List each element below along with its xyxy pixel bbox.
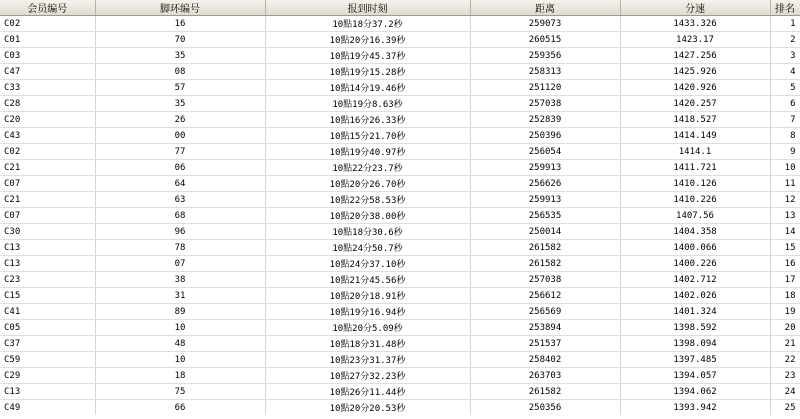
distance-cell: 256626 bbox=[470, 176, 620, 192]
arrival-time-cell: 10點18分37.2秒 bbox=[265, 16, 470, 32]
member-id-cell: C03 bbox=[0, 48, 95, 64]
distance-cell: 261582 bbox=[470, 256, 620, 272]
member-id-cell: C43 bbox=[0, 128, 95, 144]
member-id-cell: C02 bbox=[0, 144, 95, 160]
ring-number-cell: 77 bbox=[95, 144, 265, 160]
arrival-time-cell: 10點22分58.53秒 bbox=[265, 192, 470, 208]
table-row[interactable] bbox=[0, 336, 800, 352]
speed-cell: 1400.226 bbox=[620, 256, 770, 272]
arrival-time-cell: 10點15分21.70秒 bbox=[265, 128, 470, 144]
table-row[interactable] bbox=[0, 240, 800, 256]
member-id-cell: C33 bbox=[0, 80, 95, 96]
distance-cell: 261582 bbox=[470, 384, 620, 400]
speed-cell: 1404.358 bbox=[620, 224, 770, 240]
table-row[interactable] bbox=[0, 48, 800, 64]
ring-number-cell: 89 bbox=[95, 304, 265, 320]
member-id-cell: C02 bbox=[0, 16, 95, 32]
distance-cell: 259073 bbox=[470, 16, 620, 32]
speed-cell: 1397.485 bbox=[620, 352, 770, 368]
member-id-cell: C15 bbox=[0, 288, 95, 304]
speed-cell: 1423.17 bbox=[620, 32, 770, 48]
rank-cell: 24 bbox=[770, 384, 800, 400]
arrival-time-cell: 10點20分16.39秒 bbox=[265, 32, 470, 48]
ring-number-cell: 26 bbox=[95, 112, 265, 128]
table-row[interactable] bbox=[0, 272, 800, 288]
speed-cell: 1402.712 bbox=[620, 272, 770, 288]
table-row[interactable] bbox=[0, 304, 800, 320]
distance-cell: 256054 bbox=[470, 144, 620, 160]
ring-number-cell: 63 bbox=[95, 192, 265, 208]
table-row[interactable] bbox=[0, 112, 800, 128]
member-id-cell: C49 bbox=[0, 400, 95, 416]
member-id-cell: C13 bbox=[0, 240, 95, 256]
column-header-rank[interactable]: 排名 bbox=[770, 0, 800, 16]
ring-number-cell: 68 bbox=[95, 208, 265, 224]
speed-cell: 1411.721 bbox=[620, 160, 770, 176]
table-row[interactable] bbox=[0, 160, 800, 176]
distance-cell: 251120 bbox=[470, 80, 620, 96]
distance-cell: 256569 bbox=[470, 304, 620, 320]
member-id-cell: C13 bbox=[0, 384, 95, 400]
ring-number-cell: 08 bbox=[95, 64, 265, 80]
arrival-time-cell: 10點19分40.97秒 bbox=[265, 144, 470, 160]
rank-cell: 23 bbox=[770, 368, 800, 384]
arrival-time-cell: 10點18分31.48秒 bbox=[265, 336, 470, 352]
rank-cell: 3 bbox=[770, 48, 800, 64]
ring-number-cell: 38 bbox=[95, 272, 265, 288]
table-row[interactable] bbox=[0, 96, 800, 112]
table-row[interactable] bbox=[0, 80, 800, 96]
speed-cell: 1400.066 bbox=[620, 240, 770, 256]
distance-cell: 256535 bbox=[470, 208, 620, 224]
distance-cell: 257038 bbox=[470, 96, 620, 112]
rank-cell: 16 bbox=[770, 256, 800, 272]
member-id-cell: C28 bbox=[0, 96, 95, 112]
member-id-cell: C07 bbox=[0, 176, 95, 192]
ring-number-cell: 16 bbox=[95, 16, 265, 32]
speed-cell: 1401.324 bbox=[620, 304, 770, 320]
column-header-distance[interactable]: 距离 bbox=[470, 0, 620, 16]
ring-number-cell: 35 bbox=[95, 96, 265, 112]
table-row[interactable] bbox=[0, 128, 800, 144]
table-row[interactable] bbox=[0, 256, 800, 272]
arrival-time-cell: 10點22分23.7秒 bbox=[265, 160, 470, 176]
speed-cell: 1410.126 bbox=[620, 176, 770, 192]
ring-number-cell: 00 bbox=[95, 128, 265, 144]
rank-cell: 5 bbox=[770, 80, 800, 96]
ring-number-cell: 48 bbox=[95, 336, 265, 352]
speed-cell: 1425.926 bbox=[620, 64, 770, 80]
table-row[interactable] bbox=[0, 192, 800, 208]
table-row[interactable] bbox=[0, 176, 800, 192]
member-id-cell: C47 bbox=[0, 64, 95, 80]
rank-cell: 4 bbox=[770, 64, 800, 80]
member-id-cell: C59 bbox=[0, 352, 95, 368]
member-id-cell: C41 bbox=[0, 304, 95, 320]
distance-cell: 250396 bbox=[470, 128, 620, 144]
arrival-time-cell: 10點16分26.33秒 bbox=[265, 112, 470, 128]
arrival-time-cell: 10點20分18.91秒 bbox=[265, 288, 470, 304]
speed-cell: 1410.226 bbox=[620, 192, 770, 208]
rank-cell: 2 bbox=[770, 32, 800, 48]
rank-cell: 15 bbox=[770, 240, 800, 256]
rank-cell: 6 bbox=[770, 96, 800, 112]
member-id-cell: C21 bbox=[0, 192, 95, 208]
table-row[interactable] bbox=[0, 320, 800, 336]
table-row[interactable] bbox=[0, 384, 800, 400]
rank-cell: 20 bbox=[770, 320, 800, 336]
member-id-cell: C21 bbox=[0, 160, 95, 176]
arrival-time-cell: 10點19分16.94秒 bbox=[265, 304, 470, 320]
rank-cell: 14 bbox=[770, 224, 800, 240]
member-id-cell: C29 bbox=[0, 368, 95, 384]
arrival-time-cell: 10點24分37.10秒 bbox=[265, 256, 470, 272]
distance-cell: 250014 bbox=[470, 224, 620, 240]
member-id-cell: C30 bbox=[0, 224, 95, 240]
speed-cell: 1420.926 bbox=[620, 80, 770, 96]
ring-number-cell: 18 bbox=[95, 368, 265, 384]
ring-number-cell: 06 bbox=[95, 160, 265, 176]
ring-number-cell: 70 bbox=[95, 32, 265, 48]
ring-number-cell: 07 bbox=[95, 256, 265, 272]
distance-cell: 256612 bbox=[470, 288, 620, 304]
table-row[interactable] bbox=[0, 352, 800, 368]
rank-cell: 17 bbox=[770, 272, 800, 288]
rank-cell: 18 bbox=[770, 288, 800, 304]
arrival-time-cell: 10點21分45.56秒 bbox=[265, 272, 470, 288]
distance-cell: 260515 bbox=[470, 32, 620, 48]
ring-number-cell: 10 bbox=[95, 352, 265, 368]
distance-cell: 261582 bbox=[470, 240, 620, 256]
rank-cell: 19 bbox=[770, 304, 800, 320]
header-row bbox=[0, 0, 800, 16]
ring-number-cell: 96 bbox=[95, 224, 265, 240]
distance-cell: 250356 bbox=[470, 400, 620, 416]
distance-cell: 259356 bbox=[470, 48, 620, 64]
distance-cell: 258402 bbox=[470, 352, 620, 368]
ring-number-cell: 57 bbox=[95, 80, 265, 96]
member-id-cell: C07 bbox=[0, 208, 95, 224]
ring-number-cell: 10 bbox=[95, 320, 265, 336]
speed-cell: 1398.094 bbox=[620, 336, 770, 352]
speed-cell: 1407.56 bbox=[620, 208, 770, 224]
speed-cell: 1420.257 bbox=[620, 96, 770, 112]
table-row[interactable] bbox=[0, 64, 800, 80]
arrival-time-cell: 10點27分32.23秒 bbox=[265, 368, 470, 384]
arrival-time-cell: 10點24分50.7秒 bbox=[265, 240, 470, 256]
arrival-time-cell: 10點23分31.37秒 bbox=[265, 352, 470, 368]
rank-cell: 9 bbox=[770, 144, 800, 160]
ring-number-cell: 31 bbox=[95, 288, 265, 304]
speed-cell: 1433.326 bbox=[620, 16, 770, 32]
member-id-cell: C37 bbox=[0, 336, 95, 352]
rank-cell: 25 bbox=[770, 400, 800, 416]
column-header-ring-number[interactable]: 脚环编号 bbox=[95, 0, 265, 16]
table-row[interactable] bbox=[0, 224, 800, 240]
table-row[interactable] bbox=[0, 208, 800, 224]
speed-cell: 1414.1 bbox=[620, 144, 770, 160]
distance-cell: 259913 bbox=[470, 192, 620, 208]
table-row[interactable] bbox=[0, 400, 800, 416]
speed-cell: 1394.062 bbox=[620, 384, 770, 400]
distance-cell: 257038 bbox=[470, 272, 620, 288]
rank-cell: 8 bbox=[770, 128, 800, 144]
arrival-time-cell: 10點20分20.53秒 bbox=[265, 400, 470, 416]
member-id-cell: C05 bbox=[0, 320, 95, 336]
member-id-cell: C20 bbox=[0, 112, 95, 128]
arrival-time-cell: 10點20分38.00秒 bbox=[265, 208, 470, 224]
member-id-cell: C01 bbox=[0, 32, 95, 48]
ring-number-cell: 35 bbox=[95, 48, 265, 64]
table-row[interactable] bbox=[0, 368, 800, 384]
arrival-time-cell: 10點19分8.63秒 bbox=[265, 96, 470, 112]
rank-cell: 12 bbox=[770, 192, 800, 208]
speed-cell: 1418.527 bbox=[620, 112, 770, 128]
speed-cell: 1402.026 bbox=[620, 288, 770, 304]
arrival-time-cell: 10點18分30.6秒 bbox=[265, 224, 470, 240]
rank-cell: 11 bbox=[770, 176, 800, 192]
column-header-arrival-time[interactable]: 报到时刻 bbox=[265, 0, 470, 16]
speed-cell: 1414.149 bbox=[620, 128, 770, 144]
rank-cell: 22 bbox=[770, 352, 800, 368]
member-id-cell: C23 bbox=[0, 272, 95, 288]
ring-number-cell: 78 bbox=[95, 240, 265, 256]
speed-cell: 1393.942 bbox=[620, 400, 770, 416]
table-row[interactable] bbox=[0, 32, 800, 48]
arrival-time-cell: 10點26分11.44秒 bbox=[265, 384, 470, 400]
arrival-time-cell: 10點14分19.46秒 bbox=[265, 80, 470, 96]
arrival-time-cell: 10點19分45.37秒 bbox=[265, 48, 470, 64]
distance-cell: 258313 bbox=[470, 64, 620, 80]
rank-cell: 10 bbox=[770, 160, 800, 176]
ring-number-cell: 75 bbox=[95, 384, 265, 400]
member-id-cell: C13 bbox=[0, 256, 95, 272]
rank-cell: 1 bbox=[770, 16, 800, 32]
arrival-time-cell: 10點19分15.28秒 bbox=[265, 64, 470, 80]
table-row[interactable] bbox=[0, 144, 800, 160]
table-row[interactable] bbox=[0, 16, 800, 32]
distance-cell: 259913 bbox=[470, 160, 620, 176]
distance-cell: 263703 bbox=[470, 368, 620, 384]
speed-cell: 1394.057 bbox=[620, 368, 770, 384]
distance-cell: 251537 bbox=[470, 336, 620, 352]
rank-cell: 21 bbox=[770, 336, 800, 352]
arrival-time-cell: 10點20分26.70秒 bbox=[265, 176, 470, 192]
rank-cell: 13 bbox=[770, 208, 800, 224]
distance-cell: 252839 bbox=[470, 112, 620, 128]
distance-cell: 253894 bbox=[470, 320, 620, 336]
ring-number-cell: 64 bbox=[95, 176, 265, 192]
ring-number-cell: 66 bbox=[95, 400, 265, 416]
rank-cell: 7 bbox=[770, 112, 800, 128]
column-header-speed[interactable]: 分速 bbox=[620, 0, 770, 16]
arrival-time-cell: 10點20分5.09秒 bbox=[265, 320, 470, 336]
speed-cell: 1398.592 bbox=[620, 320, 770, 336]
speed-cell: 1427.256 bbox=[620, 48, 770, 64]
table-row[interactable] bbox=[0, 288, 800, 304]
column-header-member-id[interactable]: 会员编号 bbox=[0, 0, 95, 16]
